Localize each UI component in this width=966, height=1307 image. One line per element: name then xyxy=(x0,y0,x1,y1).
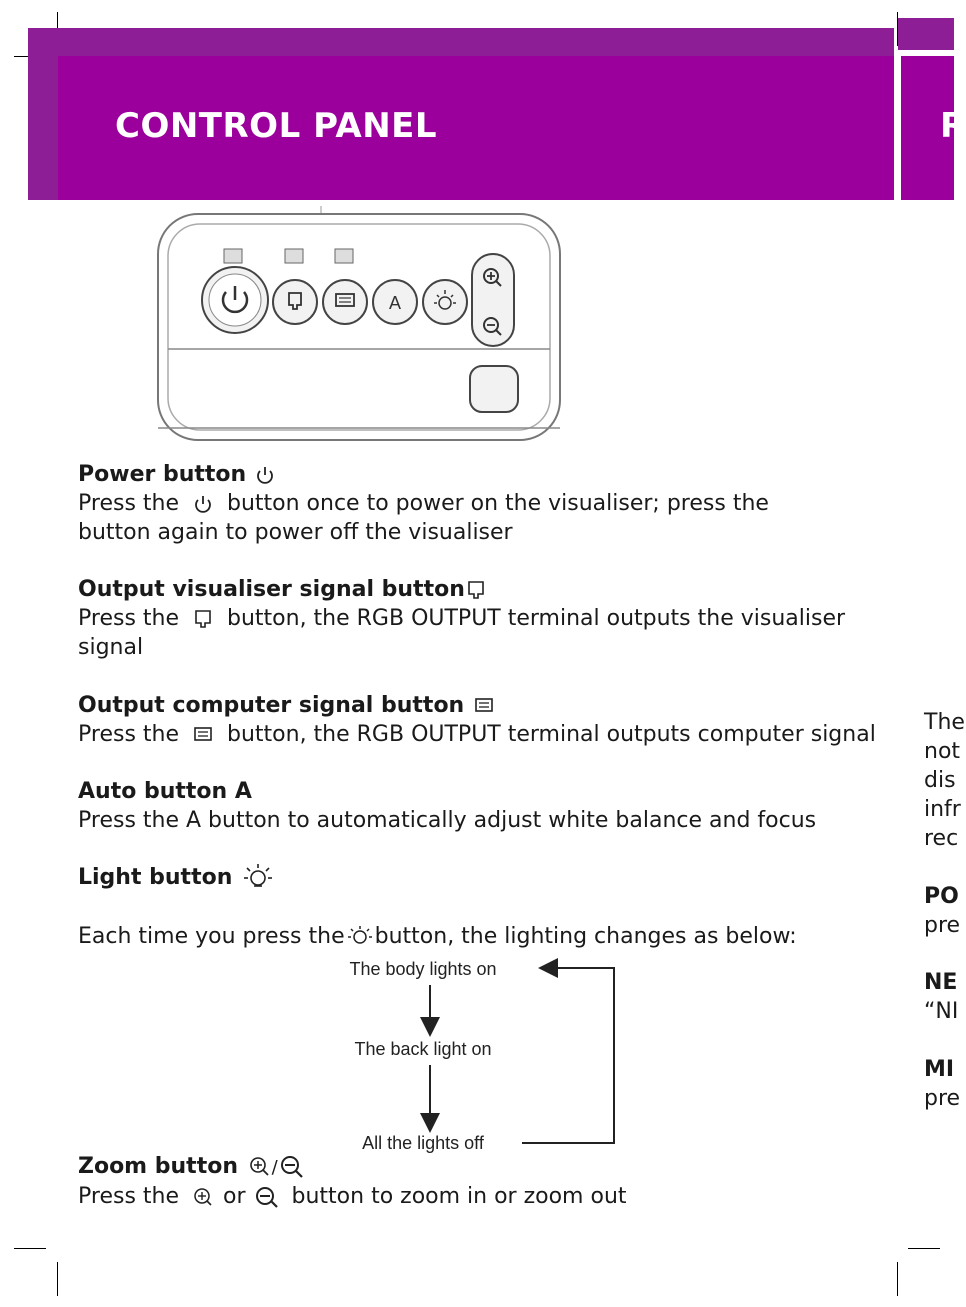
next-page-band-top xyxy=(898,18,954,50)
visualiser-text-post: button, the RGB OUTPUT terminal outputs the visualiser xyxy=(227,606,846,631)
page-title: CONTROL PANEL xyxy=(115,106,438,146)
next-page-line: The xyxy=(924,710,965,735)
power-section xyxy=(78,460,769,547)
computer-icon xyxy=(186,724,220,746)
visualiser-icon xyxy=(186,608,220,630)
crop-mark xyxy=(57,1262,58,1296)
next-page-mi-heading: MI xyxy=(924,1057,955,1082)
next-page-ne-text: “NI xyxy=(924,999,959,1024)
computer-icon xyxy=(472,695,496,717)
flow-step-lights-off: All the lights off xyxy=(362,1133,484,1153)
auto-heading: Auto button A xyxy=(78,779,252,804)
crop-mark xyxy=(908,1248,940,1249)
power-icon xyxy=(186,493,220,515)
visualiser-text-pre: Press the xyxy=(78,606,179,631)
next-page-po xyxy=(924,882,960,940)
next-page-ne-heading: NE xyxy=(924,970,958,995)
next-page-mi-text: pre xyxy=(924,1086,961,1111)
zoom-in-icon xyxy=(246,1155,272,1179)
auto-section xyxy=(78,777,816,835)
light-heading: Light button xyxy=(78,865,233,890)
zoom-text-post: button to zoom in or zoom out xyxy=(291,1184,627,1209)
computer-text-post: button, the RGB OUTPUT terminal outputs computer signal xyxy=(227,722,876,747)
visualiser-signal-button[interactable] xyxy=(273,280,317,324)
zoom-rocker[interactable] xyxy=(472,254,514,346)
next-page-line: not xyxy=(924,739,961,764)
power-text-pre: Press the xyxy=(78,491,179,516)
zoom-out-icon xyxy=(253,1186,285,1208)
control-panel-diagram xyxy=(150,206,570,446)
light-text-pre: Each time you press the xyxy=(78,924,345,949)
auto-button-label: A xyxy=(388,293,402,313)
light-section xyxy=(78,862,797,951)
next-page-ne xyxy=(924,968,958,1026)
light-text-post: button, the lighting changes as below: xyxy=(374,924,797,949)
header-band-edge xyxy=(28,28,58,200)
light-icon xyxy=(345,924,375,950)
computer-section xyxy=(78,691,876,749)
next-page-line: rec xyxy=(924,826,959,851)
power-heading: Power button xyxy=(78,462,247,487)
next-page-column xyxy=(924,708,965,853)
crop-mark xyxy=(897,1262,898,1296)
light-icon xyxy=(240,862,276,894)
zoom-heading: Zoom button xyxy=(78,1154,238,1179)
zoom-separator: / xyxy=(271,1157,278,1178)
crop-mark xyxy=(14,1248,46,1249)
zoom-out-icon xyxy=(278,1155,308,1179)
zoom-text-mid: or xyxy=(223,1184,246,1209)
next-page-mi xyxy=(924,1055,960,1113)
next-page-po-text: pre xyxy=(924,913,961,938)
flow-step-back-light: The back light on xyxy=(354,1039,492,1059)
visualiser-icon xyxy=(465,579,487,601)
power-button[interactable] xyxy=(202,267,268,333)
zoom-in-icon xyxy=(186,1186,216,1208)
power-text-post: button once to power on the visualiser; press the xyxy=(227,491,769,516)
auto-button[interactable] xyxy=(373,280,417,324)
square-key[interactable] xyxy=(470,366,518,412)
next-page-title: R xyxy=(940,106,966,146)
flow-step-body-lights: The body lights on xyxy=(349,959,497,979)
light-button[interactable] xyxy=(423,280,467,324)
power-text-line2: button again to power off the visualiser xyxy=(78,520,513,545)
visualiser-heading: Output visualiser signal button xyxy=(78,577,465,602)
computer-heading: Output computer signal button xyxy=(78,693,465,718)
visualiser-section xyxy=(78,575,845,662)
auto-text: Press the A button to automatically adjust white balance and focus xyxy=(78,808,817,833)
next-page-line: infr xyxy=(924,797,961,822)
computer-text-pre: Press the xyxy=(78,722,179,747)
zoom-text-pre: Press the xyxy=(78,1184,179,1209)
lighting-flow-diagram xyxy=(320,955,630,1155)
next-page-po-heading: PO xyxy=(924,884,959,909)
next-page-line: dis xyxy=(924,768,956,793)
visualiser-text-line2: signal xyxy=(78,635,144,660)
power-icon xyxy=(254,464,276,486)
computer-signal-button[interactable] xyxy=(323,280,367,324)
zoom-section xyxy=(78,1152,627,1211)
header-band-top xyxy=(28,28,894,56)
